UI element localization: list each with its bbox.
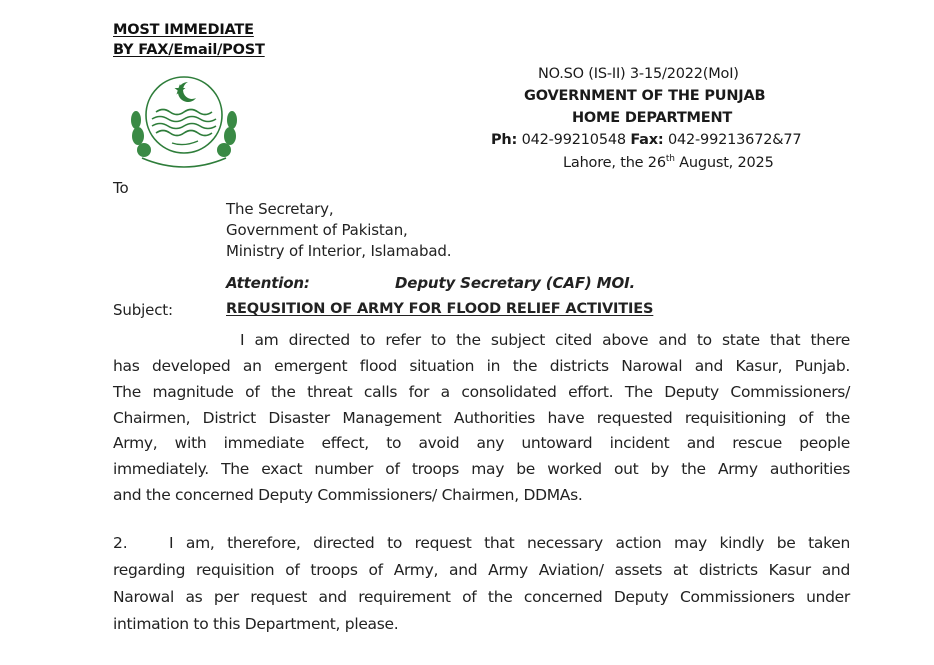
addressee-line: The Secretary, [226, 200, 334, 218]
to-label: To [113, 179, 129, 197]
department-name: HOME DEPARTMENT [572, 110, 733, 126]
paragraph-1-line: and the concerned Deputy Commissioners/ Chairmen, DDMAs. [113, 486, 583, 504]
date-rest: August, 2025 [679, 154, 774, 171]
paragraph-1-line: Chairmen, District Disaster Management Authorities have requested requisitioning of the [113, 409, 850, 427]
phone-number: 042-99210548 [521, 132, 626, 148]
addressee-line: Ministry of Interior, Islamabad. [226, 242, 452, 260]
reference-number: NO.SO (IS-II) 3-15/2022(MoI) [538, 66, 739, 82]
phone-label: Ph: [491, 132, 518, 148]
attention-label: Attention: [226, 274, 310, 292]
paragraph-1-line: The magnitude of the threat calls for a consolidated effort. The Deputy Commissioners/ [113, 383, 850, 401]
contact-line [491, 132, 801, 148]
government-name: GOVERNMENT OF THE PUNJAB [524, 88, 766, 104]
paragraph-2-line: Narowal as per request and requirement of the concerned Deputy Commissioners under [113, 588, 850, 606]
paragraph-1-line: Army, with immediate effect, to avoid any untoward incident and rescue people [113, 434, 850, 452]
date-ordinal: th [665, 154, 675, 164]
paragraph-2-line: intimation to this Department, please. [113, 615, 399, 633]
priority-label: MOST IMMEDIATE [113, 22, 254, 38]
delivery-mode-label: BY FAX/Email/POST [113, 42, 265, 58]
addressee-line: Government of Pakistan, [226, 221, 408, 239]
date-prefix: Lahore, the 26 [563, 154, 666, 171]
fax-label: Fax: [630, 132, 664, 148]
subject-label: Subject: [113, 301, 173, 319]
fax-number: 042-99213672&77 [667, 132, 802, 148]
paragraph-2-line: regarding requisition of troops of Army, and Army Aviation/ assets at districts Kasur and [113, 561, 850, 579]
subject-value: REQUSITION OF ARMY FOR FLOOD RELIEF ACTIVITIES [226, 301, 654, 317]
paragraph-1-line: I am directed to refer to the subject cited above and to state that there [240, 331, 850, 349]
paragraph-1-line: immediately. The exact number of troops may be worked out by the Army authorities [113, 460, 850, 478]
paragraph-2-number: 2. [113, 534, 128, 552]
paragraph-1-line: has developed an emergent flood situation in the districts Narowal and Kasur, Punjab. [113, 357, 850, 375]
punjab-emblem-icon [124, 70, 244, 170]
date-line [563, 154, 774, 171]
paragraph-2-line: I am, therefore, directed to request that necessary action may kindly be taken [169, 534, 850, 552]
attention-value: Deputy Secretary (CAF) MOI. [395, 274, 636, 292]
